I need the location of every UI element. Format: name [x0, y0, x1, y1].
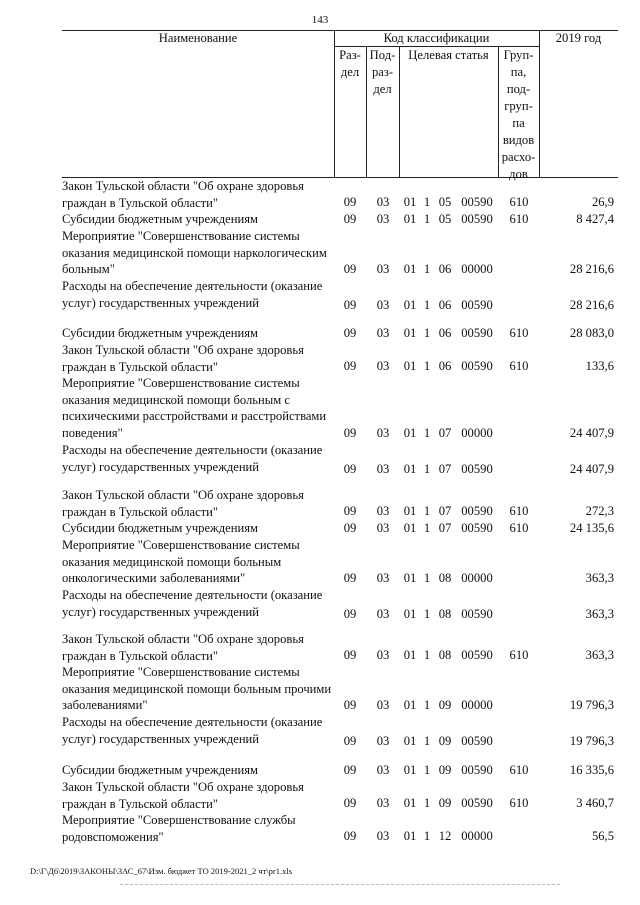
- row-code-rz: 09: [343, 212, 357, 226]
- row-code-t3: 07: [438, 462, 452, 476]
- row-code-vr: 610: [509, 648, 529, 662]
- row-code-t4: 00590: [461, 521, 493, 535]
- table-row: [62, 812, 618, 845]
- row-name: Расходы на обеспечение деятельности (оказание услуг) государственных учреждений: [62, 443, 323, 474]
- row-code-t2: 1: [423, 298, 431, 312]
- row-amount: 133,6: [585, 359, 614, 373]
- table-row: [62, 664, 618, 714]
- row-code-t2: 1: [423, 426, 431, 440]
- row-code-t4: 00590: [461, 195, 493, 209]
- row-amount: 56,5: [591, 829, 614, 843]
- row-code-vr: 610: [509, 326, 529, 340]
- row-name: Расходы на обеспечение деятельности (оказание услуг) государственных учреждений: [62, 715, 323, 746]
- row-code-t2: 1: [423, 648, 431, 662]
- row-name: Субсидии бюджетным учреждениям: [62, 763, 258, 777]
- row-code-t4: 00590: [461, 504, 493, 518]
- row-code-t2: 1: [423, 571, 431, 585]
- row-code-t1: 01: [403, 298, 417, 312]
- row-code-t3: 06: [438, 298, 452, 312]
- row-code-t1: 01: [403, 796, 417, 810]
- row-name: Закон Тульской области "Об охране здоровья граждан в Тульской области": [62, 780, 304, 811]
- row-code-vr: 610: [509, 212, 529, 226]
- row-name: Закон Тульской области "Об охране здоровья граждан в Тульской области": [62, 179, 304, 210]
- row-amount: 24 407,9: [569, 462, 614, 476]
- row-code-t4: 00590: [461, 734, 493, 748]
- row-amount: 28 083,0: [569, 326, 614, 340]
- table-row: [62, 211, 618, 228]
- row-name: Мероприятие "Совершенствование службы родовспоможения": [62, 813, 296, 844]
- row-name: Мероприятие "Совершенствование системы оказания медицинской помощи больным с психическими расстройствами и расстройствами поведения": [62, 376, 327, 440]
- row-code-rz: 09: [343, 504, 357, 518]
- subsection-header: Под- раз- дел: [369, 48, 396, 96]
- table-row: [62, 762, 618, 779]
- row-code-rz: 09: [343, 195, 357, 209]
- row-code-t1: 01: [403, 504, 417, 518]
- row-name: Расходы на обеспечение деятельности (оказание услуг) государственных учреждений: [62, 588, 323, 619]
- row-code-vr: 610: [509, 195, 529, 209]
- row-code-t2: 1: [423, 521, 431, 535]
- row-code-pr: 03: [376, 698, 390, 712]
- table-row: [62, 520, 618, 537]
- row-amount: 24 407,9: [569, 426, 614, 440]
- row-code-vr: 610: [509, 796, 529, 810]
- table-row: [62, 228, 618, 278]
- row-code-rz: 09: [343, 462, 357, 476]
- table-row: [62, 487, 618, 520]
- row-code-t3: 05: [438, 195, 452, 209]
- row-code-t2: 1: [423, 763, 431, 777]
- row-code-pr: 03: [376, 504, 390, 518]
- row-code-rz: 09: [343, 607, 357, 621]
- row-amount: 363,3: [585, 648, 614, 662]
- row-amount: 26,9: [591, 195, 614, 209]
- row-code-t2: 1: [423, 262, 431, 276]
- row-code-t4: 00590: [461, 462, 493, 476]
- table-row: [62, 587, 618, 623]
- row-code-t2: 1: [423, 359, 431, 373]
- row-code-t1: 01: [403, 195, 417, 209]
- row-name: Закон Тульской области "Об охране здоровья граждан в Тульской области": [62, 632, 304, 663]
- row-code-t4: 00000: [461, 426, 493, 440]
- row-name: Расходы на обеспечение деятельности (оказание услуг) государственных учреждений: [62, 279, 323, 310]
- row-code-rz: 09: [343, 796, 357, 810]
- column-name-header: Наименование: [158, 31, 238, 45]
- row-code-pr: 03: [376, 796, 390, 810]
- row-code-t4: 00590: [461, 607, 493, 621]
- row-name: Субсидии бюджетным учреждениям: [62, 212, 258, 226]
- row-amount: 3 460,7: [576, 796, 614, 810]
- row-code-pr: 03: [376, 571, 390, 585]
- row-code-t2: 1: [423, 698, 431, 712]
- row-code-t1: 01: [403, 426, 417, 440]
- row-code-pr: 03: [376, 607, 390, 621]
- row-code-pr: 03: [376, 763, 390, 777]
- file-path-footer: D:\Г\Д6\2019\ЗАКОНЫ\ЗАС_67\Изм. бюджет ТО 2019-2021_2 чт\pr1.xls: [30, 866, 293, 876]
- row-code-t4: 00000: [461, 571, 493, 585]
- row-code-t1: 01: [403, 571, 417, 585]
- table-row: [62, 631, 618, 664]
- row-code-t4: 00000: [461, 698, 493, 712]
- row-code-t2: 1: [423, 796, 431, 810]
- table-row: [62, 779, 618, 812]
- row-amount: 24 135,6: [569, 521, 614, 535]
- table-row: [62, 537, 618, 587]
- row-code-t1: 01: [403, 521, 417, 535]
- row-code-pr: 03: [376, 462, 390, 476]
- row-amount: 28 216,6: [569, 298, 614, 312]
- row-code-pr: 03: [376, 298, 390, 312]
- row-amount: 363,3: [585, 607, 614, 621]
- row-code-t3: 08: [438, 571, 452, 585]
- row-code-t2: 1: [423, 212, 431, 226]
- table-row: [62, 278, 618, 314]
- expense-group-header: Груп- па, под- груп- па видов расхо- дов: [501, 48, 536, 181]
- section-header: Раз- дел: [339, 48, 361, 79]
- row-code-pr: 03: [376, 262, 390, 276]
- row-code-t3: 06: [438, 326, 452, 340]
- row-code-t4: 00000: [461, 262, 493, 276]
- row-code-pr: 03: [376, 648, 390, 662]
- row-code-t3: 09: [438, 763, 452, 777]
- row-name: Закон Тульской области "Об охране здоровья граждан в Тульской области": [62, 488, 304, 519]
- row-code-pr: 03: [376, 734, 390, 748]
- row-name: Субсидии бюджетным учреждениям: [62, 521, 258, 535]
- row-code-t1: 01: [403, 359, 417, 373]
- row-code-pr: 03: [376, 212, 390, 226]
- row-code-rz: 09: [343, 359, 357, 373]
- row-amount: 19 796,3: [569, 734, 614, 748]
- row-code-t1: 01: [403, 698, 417, 712]
- row-name: Мероприятие "Совершенствование системы оказания медицинской помощи больным прочими заболеваниями": [62, 665, 332, 712]
- row-code-t1: 01: [403, 763, 417, 777]
- row-code-rz: 09: [343, 571, 357, 585]
- row-code-t3: 09: [438, 796, 452, 810]
- row-code-t3: 08: [438, 648, 452, 662]
- row-name: Закон Тульской области "Об охране здоровья граждан в Тульской области": [62, 343, 304, 374]
- row-code-t3: 05: [438, 212, 452, 226]
- row-code-t2: 1: [423, 829, 431, 843]
- row-code-t3: 07: [438, 521, 452, 535]
- row-code-t2: 1: [423, 462, 431, 476]
- row-code-t2: 1: [423, 326, 431, 340]
- table-row: [62, 375, 618, 442]
- row-amount: 272,3: [585, 504, 614, 518]
- table-row: [62, 442, 618, 478]
- row-code-t2: 1: [423, 607, 431, 621]
- row-amount: 16 335,6: [569, 763, 614, 777]
- row-name: Субсидии бюджетным учреждениям: [62, 326, 258, 340]
- row-code-pr: 03: [376, 829, 390, 843]
- row-code-pr: 03: [376, 359, 390, 373]
- row-code-vr: 610: [509, 359, 529, 373]
- row-code-t4: 00590: [461, 212, 493, 226]
- table-row: [62, 714, 618, 750]
- table-row: [62, 325, 618, 342]
- row-code-t1: 01: [403, 829, 417, 843]
- row-code-t1: 01: [403, 212, 417, 226]
- table-row: [62, 178, 618, 211]
- year-header: 2019 год: [555, 31, 602, 45]
- row-code-t3: 07: [438, 426, 452, 440]
- row-code-t1: 01: [403, 326, 417, 340]
- table-row: [62, 342, 618, 375]
- row-code-pr: 03: [376, 426, 390, 440]
- row-code-rz: 09: [343, 326, 357, 340]
- row-name: Мероприятие "Совершенствование системы оказания медицинской помощи больным онкологическими заболеваниями": [62, 538, 300, 585]
- target-article-header: Целевая статья: [408, 48, 489, 62]
- row-code-t3: 08: [438, 607, 452, 621]
- row-code-rz: 09: [343, 829, 357, 843]
- row-amount: 19 796,3: [569, 698, 614, 712]
- row-code-t3: 06: [438, 359, 452, 373]
- row-name: Мероприятие "Совершенствование системы оказания медицинской помощи наркологическим больным": [62, 229, 327, 276]
- row-code-t3: 07: [438, 504, 452, 518]
- row-code-pr: 03: [376, 521, 390, 535]
- row-code-t3: 09: [438, 734, 452, 748]
- row-code-rz: 09: [343, 262, 357, 276]
- row-code-vr: 610: [509, 504, 529, 518]
- row-code-rz: 09: [343, 426, 357, 440]
- row-code-t1: 01: [403, 648, 417, 662]
- row-code-vr: 610: [509, 763, 529, 777]
- row-code-t4: 00590: [461, 326, 493, 340]
- row-amount: 363,3: [585, 571, 614, 585]
- row-code-t3: 06: [438, 262, 452, 276]
- row-code-rz: 09: [343, 698, 357, 712]
- row-code-t1: 01: [403, 607, 417, 621]
- row-code-t4: 00590: [461, 359, 493, 373]
- row-code-t3: 12: [438, 829, 452, 843]
- row-code-rz: 09: [343, 298, 357, 312]
- row-code-t4: 00590: [461, 796, 493, 810]
- row-code-vr: 610: [509, 521, 529, 535]
- row-code-rz: 09: [343, 521, 357, 535]
- row-amount: 8 427,4: [576, 212, 614, 226]
- page-number: 143: [311, 14, 329, 26]
- row-code-t4: 00000: [461, 829, 493, 843]
- row-code-t2: 1: [423, 195, 431, 209]
- table-header: [62, 30, 618, 181]
- row-code-t2: 1: [423, 734, 431, 748]
- row-code-rz: 09: [343, 763, 357, 777]
- row-code-pr: 03: [376, 195, 390, 209]
- row-code-t4: 00590: [461, 298, 493, 312]
- footer-rule: [120, 884, 560, 885]
- row-code-t1: 01: [403, 734, 417, 748]
- row-code-t4: 00590: [461, 648, 493, 662]
- row-amount: 28 216,6: [569, 262, 614, 276]
- row-code-pr: 03: [376, 326, 390, 340]
- row-code-t3: 09: [438, 698, 452, 712]
- row-code-t1: 01: [403, 462, 417, 476]
- row-code-t4: 00590: [461, 763, 493, 777]
- row-code-t1: 01: [403, 262, 417, 276]
- row-code-rz: 09: [343, 734, 357, 748]
- row-code-t2: 1: [423, 504, 431, 518]
- row-code-rz: 09: [343, 648, 357, 662]
- classification-header: Код классификации: [383, 31, 490, 45]
